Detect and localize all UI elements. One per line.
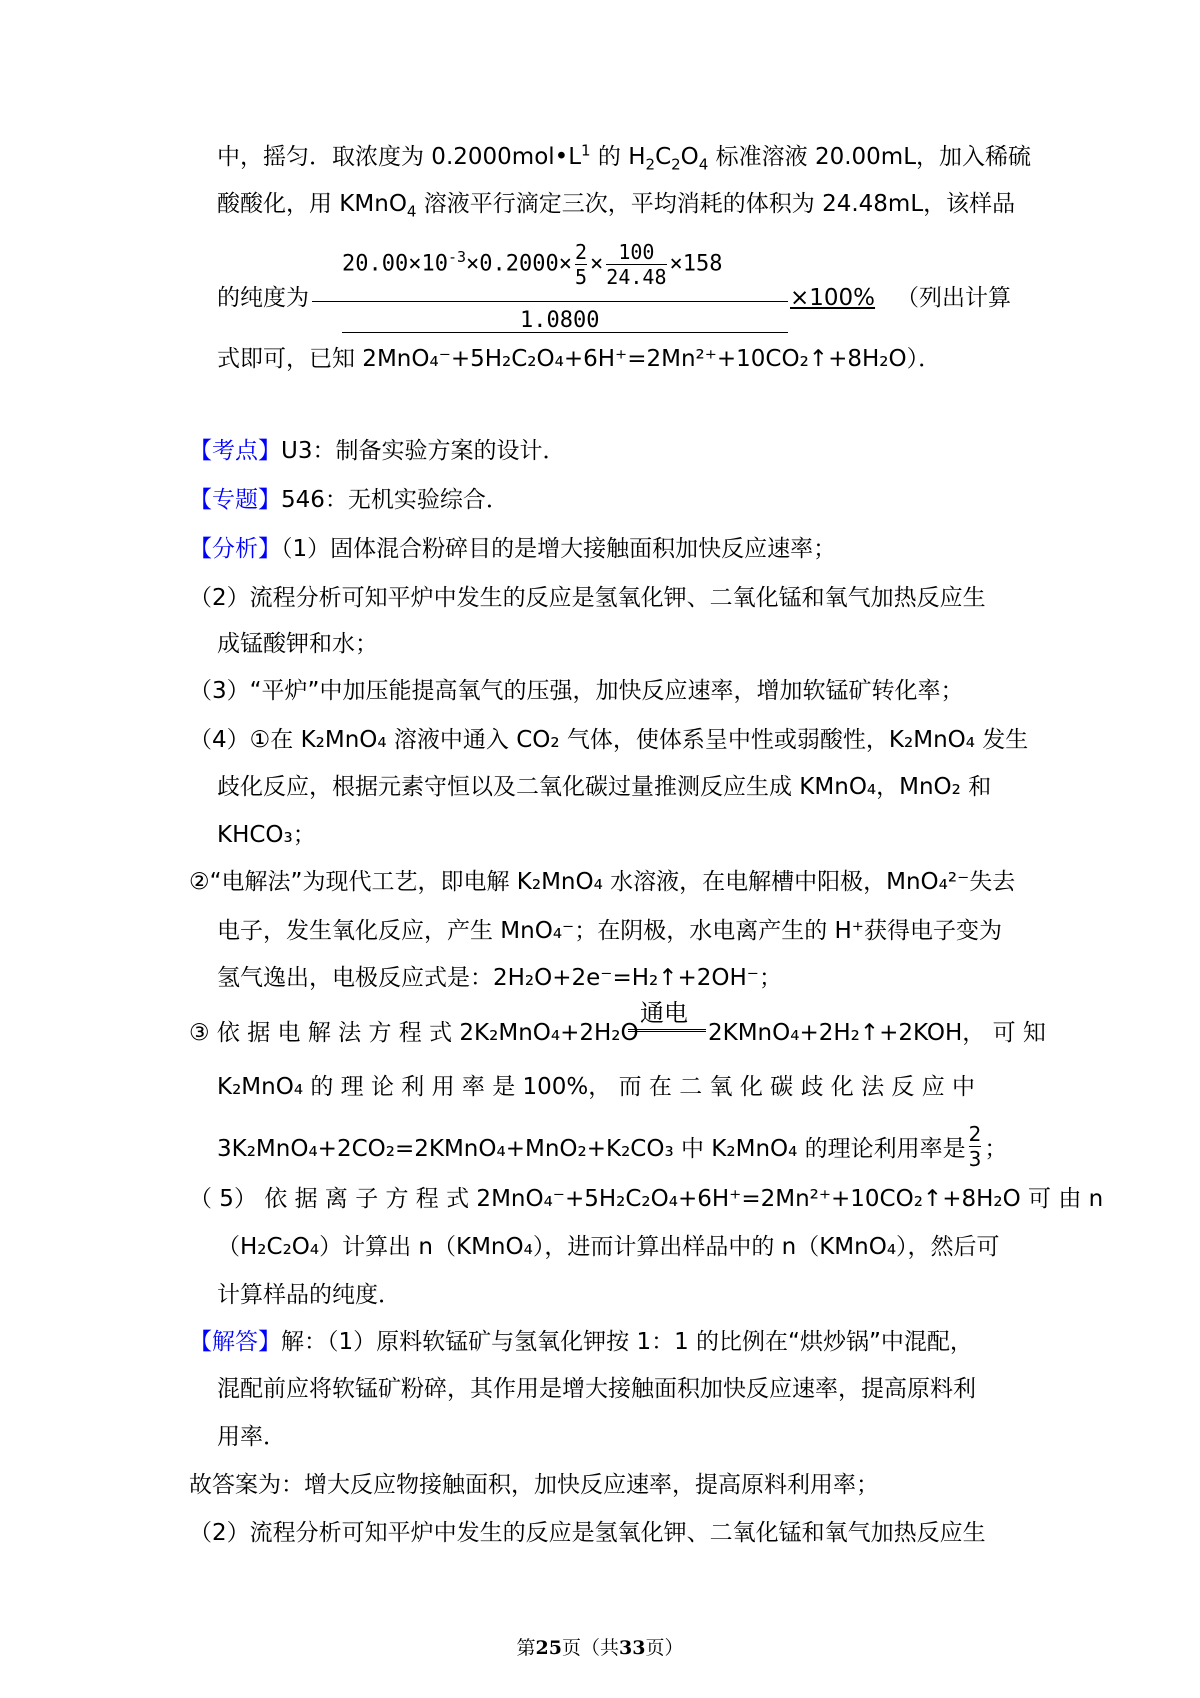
fenxi-line-6: 歧化反应，根据元素守恒以及二氧化碳过量推测反应生成 KMnO₄，MnO₂ 和 (217, 774, 992, 800)
page-number: 25 (535, 1637, 562, 1659)
fenxi-line-13: 3K₂MnO₄+2CO₂=2KMnO₄+MnO₂+K₂CO₃ 中 K₂MnO₄ 的理论利用率是 $\frac{2}{3}$ ； (217, 1122, 1008, 1171)
fenxi-line-10: 氢气逸出，电极反应式是：2H₂O+2e⁻=H₂↑+2OH⁻； (217, 965, 782, 991)
fraction-bar (342, 301, 788, 302)
purity-label: 的纯度为 (217, 285, 309, 311)
kaodian: 【考点】U3：制备实验方案的设计． (189, 438, 566, 464)
fenxi-line-16: 计算样品的纯度． (217, 1282, 401, 1308)
answer-line-4: 式即可，已知 2MnO₄⁻+5H₂C₂O₄+6H⁺=2Mn²⁺+10CO₂↑+8H₂O）． (217, 346, 942, 372)
fenxi-line-4: （3）“平炉”中加压能提高氧气的压强，加快反应速率，增加软锰矿转化率； (189, 678, 964, 704)
jieda-line-5: （2）流程分析可知平炉中发生的反应是氢氧化钾、二氧化锰和氧气加热反应生 (189, 1520, 986, 1546)
jieda-line-2: 混配前应将软锰矿粉碎，其作用是增大接触面积加快反应速率，提高原料利 (217, 1376, 976, 1402)
fenxi-line-5: （4）①在 K₂MnO₄ 溶液中通入 CO₂ 气体，使体系呈中性或弱酸性，K₂MnO₄ 发生 (189, 727, 1029, 753)
zhuanti-tag: 【专题】 (189, 487, 281, 513)
fenxi-line-11a: ③ 依 据 电 解 法 方 程 式 2K₂MnO₄+2H₂O (189, 1020, 639, 1046)
kaodian-tag: 【考点】 (189, 438, 281, 464)
condition-arrow-line (628, 1029, 706, 1032)
jieda-line-1: 【解答】解：（1）原料软锰矿与氢氧化钾按 1：1 的比例在“烘炒锅”中混配， (189, 1329, 973, 1355)
fraction-2-5: $\frac{2}{5}$ (575, 240, 588, 289)
purity-note: （列出计算 (896, 285, 1011, 311)
fenxi-line-14: （ 5） 依 据 离 子 方 程 式 2MnO₄⁻+5H₂C₂O₄+6H⁺=2Mn²⁺+10CO₂↑+8H₂O 可 由 n (189, 1186, 1104, 1212)
fenxi-line-2: （2）流程分析可知平炉中发生的反应是氢氧化钾、二氧化锰和氧气加热反应生 (189, 585, 986, 611)
fraction-2-3: $\frac{2}{3}$ (968, 1122, 982, 1171)
fenxi-line-12: K₂MnO₄ 的 理 论 利 用 率 是 100%， 而 在 二 氧 化 碳 歧 化 法 反 应 中 (217, 1074, 976, 1100)
answer-line-1: 中，摇匀．取浓度为 $0.2000mol•L^1$ 的 $H_2C_2O_4$ 标准溶液 20.00mL，加入稀硫 (217, 141, 1032, 174)
fenxi-line-8: ②“电解法”为现代工艺，即电解 K₂MnO₄ 水溶液，在电解槽中阳极，MnO₄²⁻失去 (189, 869, 1016, 895)
zhuanti: 【专题】546：无机实验综合． (189, 487, 509, 513)
fenxi-tag: 【分析】 (189, 536, 281, 562)
denominator-underline (342, 332, 788, 333)
fenxi-line-3: 成锰酸钾和水； (217, 631, 378, 657)
total-pages: 33 (619, 1637, 646, 1659)
fraction-denominator: 1.0800 (520, 308, 600, 333)
fraction-numerator: $20.00\times 10^{-3}\times 0.2000\times$ $\frac{2}{5}$ × $\frac{100}{24.48}$ ×158 (342, 240, 723, 289)
fenxi-line-15: （H₂C₂O₄）计算出 n（KMnO₄），进而计算出样品中的 n（KMnO₄），然后可 (217, 1234, 1000, 1260)
fenxi-line-11b: 2KMnO₄+2H₂↑+2KOH， 可 知 (708, 1020, 1046, 1046)
answer-line-2: 酸酸化，用 KMnO$_4$ 溶液平行滴定三次，平均消耗的体积为 24.48mL，该样品 (217, 191, 1016, 221)
times-100-percent: ×100% (790, 285, 876, 311)
underline-left (312, 301, 342, 302)
jieda-tag: 【解答】 (189, 1329, 281, 1355)
fraction-100-2448: $\frac{100}{24.48}$ (606, 240, 667, 289)
fenxi-line-9: 电子，发生氧化反应，产生 MnO₄⁻；在阴极，水电离产生的 H⁺获得电子变为 (217, 918, 1002, 944)
page-footer: 第25页（共33页） (516, 1637, 684, 1659)
fenxi-line-7: KHCO₃； (217, 822, 316, 848)
jieda-line-3: 用率． (217, 1424, 286, 1450)
jieda-line-4: 故答案为：增大反应物接触面积，加快反应速率，提高原料利用率； (189, 1472, 879, 1498)
electrolysis-condition: 通电 (640, 999, 688, 1027)
fenxi-line-1: 【分析】（1）固体混合粉碎目的是增大接触面积加快反应速率； (189, 536, 837, 562)
